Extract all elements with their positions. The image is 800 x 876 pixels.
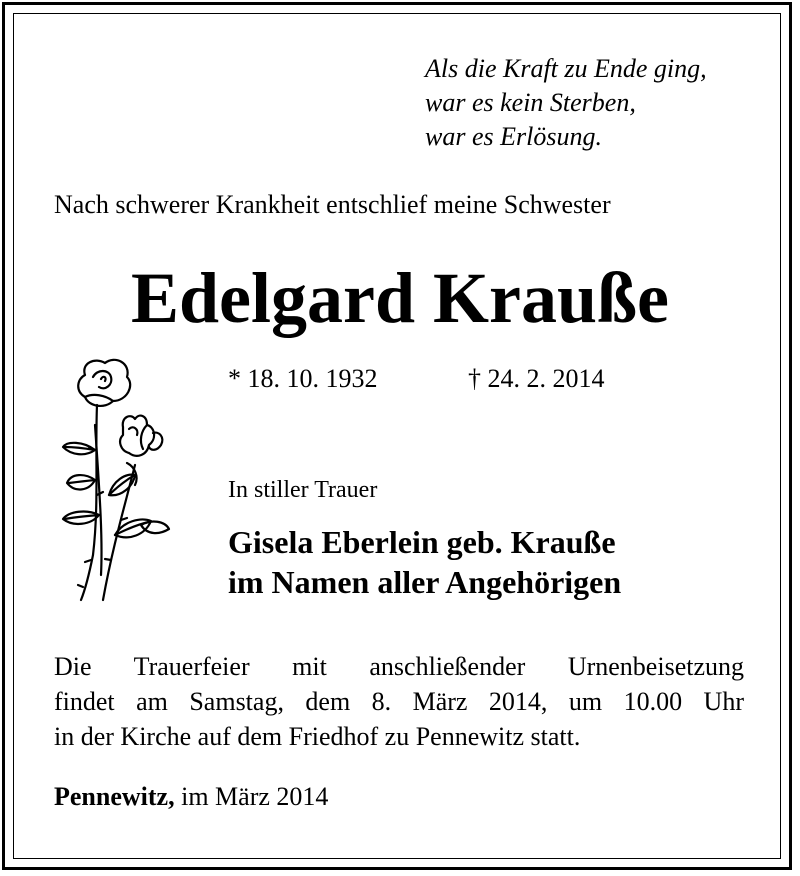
motto-verse: [425, 52, 707, 154]
mourners-block: [228, 522, 621, 602]
funeral-line: Die Trauerfeier mit anschließender Urnenbeisetzung: [54, 652, 744, 681]
signoff-date: im März 2014: [181, 782, 329, 811]
signoff: [54, 782, 328, 812]
signoff-place: Pennewitz,: [54, 782, 175, 811]
rose-icon: [55, 355, 175, 605]
funeral-notice: [54, 649, 744, 754]
funeral-line: in der Kirche auf dem Friedhof zu Pennewitz statt.: [54, 722, 581, 751]
birth-date: * 18. 10. 1932: [228, 364, 378, 393]
intro-text: Nach schwerer Krankheit entschlief meine Schwester: [54, 190, 611, 219]
motto-line: war es kein Sterben,: [425, 88, 636, 117]
motto-line: Als die Kraft zu Ende ging,: [425, 54, 707, 83]
funeral-line: findet am Samstag, dem 8. März 2014, um 10.00 Uhr: [54, 687, 744, 716]
motto-line: war es Erlösung.: [425, 122, 602, 151]
deceased-name: Edelgard Krauße: [130, 258, 670, 338]
death-date: † 24. 2. 2014: [468, 364, 605, 393]
mourner-name: Gisela Eberlein geb. Krauße: [228, 524, 616, 560]
mourner-line: im Namen aller Angehörigen: [228, 564, 622, 600]
mourning-label: In stiller Trauer: [228, 477, 378, 503]
